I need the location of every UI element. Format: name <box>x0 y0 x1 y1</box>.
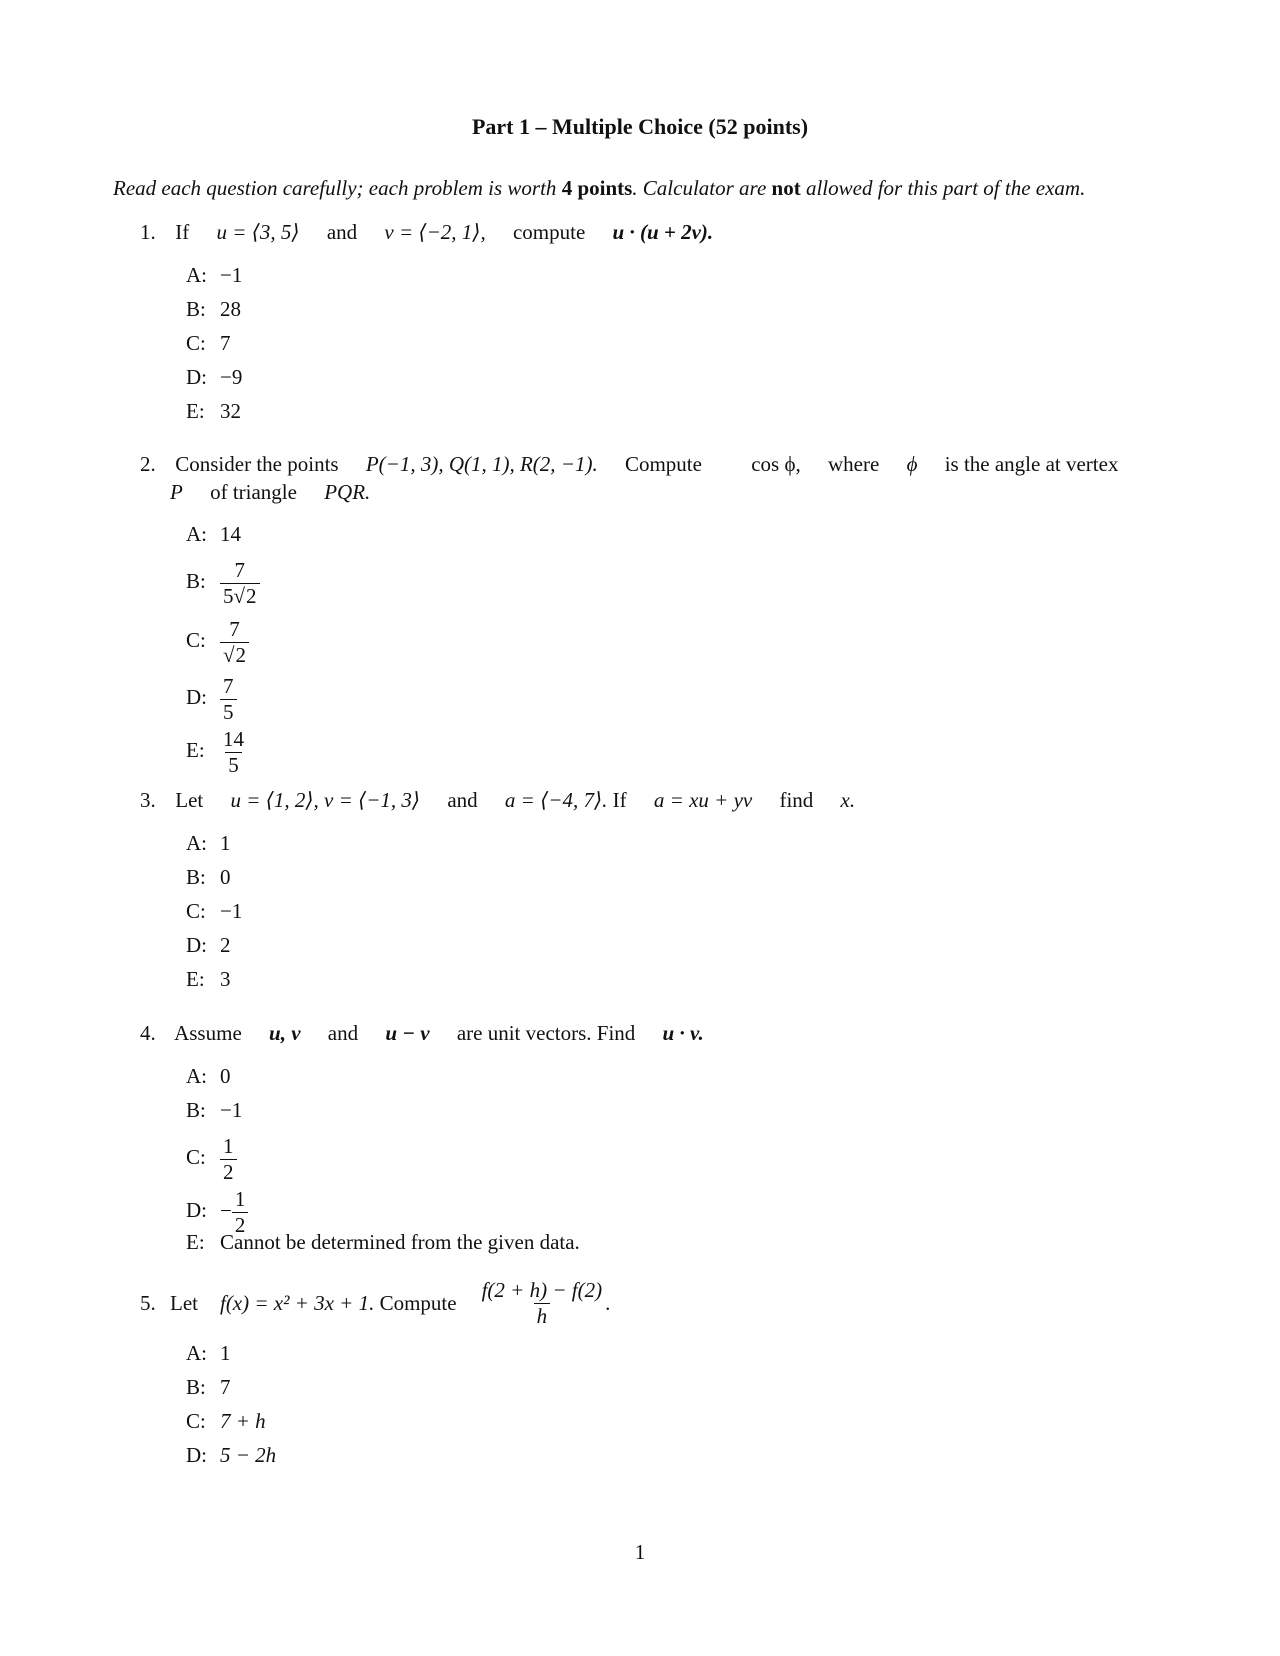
option-e[interactable] <box>186 398 241 424</box>
option-value: 5 − 2h <box>220 1443 277 1467</box>
math-expression: u, v <box>269 1021 301 1045</box>
option-a[interactable] <box>186 1340 231 1366</box>
fraction: $\frac{7}{5√2}$ <box>220 560 260 607</box>
option-label: C: <box>186 1409 206 1433</box>
instructions-text-1: Read each question carefully; each problem is worth <box>113 176 562 200</box>
math-expression: P(−1, 3), Q(1, 1), R(2, −1). <box>365 452 598 476</box>
instructions-not: not <box>771 176 801 200</box>
option-value: −1 <box>220 1098 243 1122</box>
option-label: B: <box>186 1375 206 1399</box>
option-label: D: <box>186 685 207 710</box>
question-2-line-2 <box>170 480 370 505</box>
option-value: 28 <box>220 297 241 321</box>
option-d[interactable] <box>186 364 242 390</box>
option-label: C: <box>186 628 206 653</box>
option-b[interactable] <box>186 1374 231 1400</box>
option-value: −1 <box>220 263 243 287</box>
fraction <box>220 729 247 776</box>
option-label: E: <box>186 399 205 423</box>
math-expression: cos ϕ, <box>751 452 801 476</box>
difference-quotient <box>479 1277 605 1328</box>
option-label: A: <box>186 1064 207 1088</box>
fraction-numerator: 7 <box>229 617 240 641</box>
instructions <box>113 176 1173 201</box>
option-a[interactable] <box>186 262 242 288</box>
question-text: of triangle <box>210 480 297 504</box>
question-text: Let <box>170 1290 198 1315</box>
option-label: D: <box>186 1198 207 1223</box>
option-d[interactable] <box>186 1442 276 1468</box>
math-expression: P <box>170 480 183 504</box>
option-label: D: <box>186 1443 207 1467</box>
instructions-text-2: . Calculator are <box>632 176 772 200</box>
math-expression: x. <box>840 788 856 812</box>
option-e[interactable] <box>186 966 231 992</box>
radicand: 2 <box>235 643 247 667</box>
option-value: 14 <box>220 522 241 546</box>
option-value: 7 + h <box>220 1409 266 1433</box>
option-c[interactable] <box>186 617 249 667</box>
radicand: 2 <box>246 584 257 608</box>
option-value: 3 <box>220 967 231 991</box>
option-label: B: <box>186 297 206 321</box>
question-number: 4. <box>140 1021 156 1045</box>
option-c[interactable] <box>186 330 231 356</box>
punctuation: . <box>605 1290 611 1315</box>
option-a[interactable] <box>186 1063 231 1089</box>
option-c[interactable] <box>186 1408 266 1434</box>
minus-sign: − <box>220 1198 232 1223</box>
question-5 <box>140 1278 610 1328</box>
option-value: Cannot be determined from the given data. <box>220 1230 580 1254</box>
fraction-numerator: 1 <box>223 1134 234 1158</box>
fraction-numerator: 1 <box>234 1187 246 1211</box>
option-e[interactable] <box>186 1229 580 1255</box>
option-label: C: <box>186 331 206 355</box>
question-text: where <box>828 452 880 476</box>
question-text: Compute <box>624 452 702 476</box>
option-label: A: <box>186 522 207 546</box>
option-value: 0 <box>220 865 231 889</box>
question-3 <box>140 788 855 813</box>
option-b[interactable] <box>186 864 231 890</box>
instructions-text-3: allowed for this part of the exam. <box>800 176 1086 200</box>
instructions-points: 4 points <box>561 176 633 200</box>
option-label: D: <box>186 933 207 957</box>
question-text: and <box>447 788 478 812</box>
fraction-denominator-coef: 5 <box>223 584 234 608</box>
option-a[interactable] <box>186 521 241 547</box>
question-text: find <box>779 788 814 812</box>
option-value: 32 <box>220 399 241 423</box>
option-d[interactable] <box>186 932 231 958</box>
option-label: A: <box>186 263 207 287</box>
fraction-denominator: 5 <box>220 699 237 723</box>
math-expression: ϕ <box>906 452 918 476</box>
option-label: E: <box>186 1230 205 1254</box>
question-text: Let <box>175 788 204 812</box>
fraction: $\frac{7}{√2}$ <box>220 619 249 666</box>
option-value: 0 <box>220 1064 231 1088</box>
question-4 <box>140 1021 704 1046</box>
option-value: 1 <box>220 1341 231 1365</box>
question-text: and <box>327 1021 359 1045</box>
option-e[interactable] <box>186 727 247 777</box>
fraction-numerator: 7 <box>234 558 246 582</box>
math-expression: f(x) = x² + 3x + 1. <box>219 1290 375 1315</box>
option-b[interactable] <box>186 1097 242 1123</box>
question-text: are unit vectors. Find <box>456 1021 636 1045</box>
option-d[interactable] <box>186 674 237 724</box>
option-c[interactable] <box>186 898 242 924</box>
fraction-denominator: h <box>534 1303 551 1327</box>
question-text: If <box>175 220 190 244</box>
option-c[interactable] <box>186 1134 237 1184</box>
option-b[interactable] <box>186 296 241 322</box>
fraction <box>220 1136 237 1183</box>
question-text: If <box>612 788 627 812</box>
question-number: 2. <box>140 452 156 476</box>
math-expression: u = ⟨3, 5⟩ <box>216 220 300 244</box>
question-2 <box>140 452 1118 477</box>
math-expression: u · v. <box>662 1021 704 1045</box>
fraction-numerator: 14 <box>223 727 244 751</box>
math-expression: v = ⟨−2, 1⟩, <box>384 220 486 244</box>
question-number: 3. <box>140 788 156 812</box>
option-label: C: <box>186 899 206 923</box>
option-d[interactable] <box>186 1187 248 1237</box>
option-label: A: <box>186 831 207 855</box>
option-a[interactable] <box>186 830 231 856</box>
question-text: and <box>326 220 358 244</box>
question-text: Assume <box>174 1021 242 1045</box>
option-label: D: <box>186 365 207 389</box>
page-title: Part 1 – Multiple Choice (52 points) <box>471 114 809 139</box>
option-label: E: <box>186 738 205 763</box>
question-number: 1. <box>140 220 156 244</box>
option-label: B: <box>186 569 206 594</box>
option-label: A: <box>186 1341 207 1365</box>
option-label: C: <box>186 1145 206 1170</box>
fraction-denominator: 2 <box>232 1212 249 1236</box>
question-text: compute <box>512 220 586 244</box>
option-value: −1 <box>220 899 243 923</box>
option-label: B: <box>186 1098 206 1122</box>
math-expression: a = xu + yv <box>653 788 753 812</box>
math-expression: PQR. <box>324 480 371 504</box>
option-label: E: <box>186 967 205 991</box>
question-text: is the angle at vertex <box>944 452 1119 476</box>
math-expression: u − v <box>385 1021 430 1045</box>
option-value: 7 <box>220 331 231 355</box>
option-value: 2 <box>220 933 231 957</box>
question-text: Compute <box>379 1290 457 1315</box>
option-label: B: <box>186 865 206 889</box>
question-number: 5. <box>140 1290 156 1315</box>
option-b[interactable] <box>186 558 260 608</box>
fraction-numerator: f(2 + h) − f(2) <box>481 1277 603 1302</box>
option-value: 7 <box>220 1375 231 1399</box>
fraction-denominator: 2 <box>220 1159 237 1183</box>
fraction-denominator: 5 <box>225 752 242 776</box>
option-value: 1 <box>220 831 231 855</box>
fraction <box>220 676 237 723</box>
math-expression: u · (u + 2v). <box>612 220 714 244</box>
page-number: 1 <box>634 1540 646 1564</box>
math-expression: u = ⟨1, 2⟩, v = ⟨−1, 3⟩ <box>230 788 421 812</box>
question-1 <box>140 220 713 245</box>
question-text: Consider the points <box>175 452 339 476</box>
fraction-numerator: 7 <box>223 674 234 698</box>
option-value: −9 <box>220 365 243 389</box>
math-expression: a = ⟨−4, 7⟩. <box>504 788 608 812</box>
